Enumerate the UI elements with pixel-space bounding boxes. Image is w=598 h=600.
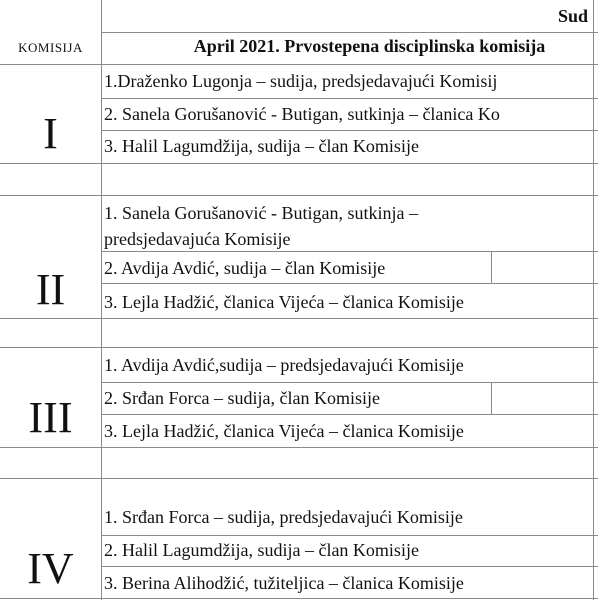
row-line <box>101 414 598 415</box>
row-line <box>0 64 598 65</box>
row-line <box>101 251 598 252</box>
member-row: 3. Lejla Hadžić, članica Vijeća – članica Komisije <box>104 421 464 441</box>
row-line <box>101 535 598 536</box>
row-line <box>0 318 598 319</box>
member-row: 2. Srđan Forca – sudija, član Komisije <box>104 388 380 408</box>
header-court-cut: Sud <box>558 6 589 26</box>
member-row: 3. Berina Alihodžić, tužiteljica – članica Komisije <box>104 573 464 593</box>
row-line <box>0 598 598 599</box>
header-komisija: KOMISIJA <box>18 40 83 55</box>
member-row-continued: predsjedavajuća Komisije <box>104 229 291 249</box>
row-line <box>101 566 598 567</box>
row-line <box>101 98 598 99</box>
row-line <box>101 283 598 284</box>
member-row: 1. Sanela Gorušanović - Butigan, sutkinja – <box>104 203 418 223</box>
member-row: 1.Draženko Lugonja – sudija, predsjedavajući Komisij <box>104 71 498 91</box>
row-line <box>0 195 598 196</box>
member-row: 2. Avdija Avdić, sudija – član Komisije <box>104 258 386 278</box>
row-line <box>0 447 598 448</box>
member-row: 1. Avdija Avdić,sudija – predsjedavajući Komisije <box>104 355 464 375</box>
member-row: 3. Halil Lagumdžija, sudija – član Komisije <box>104 136 419 156</box>
cell-divider <box>491 251 492 283</box>
row-line <box>101 130 598 131</box>
row-line <box>101 32 598 33</box>
member-row: 2. Sanela Gorušanović - Butigan, sutkinja – članica Ko <box>104 104 500 124</box>
row-line <box>101 382 598 383</box>
member-row: 2. Halil Lagumdžija, sudija – član Komisije <box>104 540 419 560</box>
row-line <box>0 478 598 479</box>
commission-numeral-i: I <box>43 109 58 158</box>
column-divider-right <box>593 0 594 600</box>
commission-numeral-iv: IV <box>27 544 74 593</box>
column-divider <box>101 0 102 600</box>
row-line <box>0 347 598 348</box>
commission-numeral-ii: II <box>35 265 66 314</box>
row-line <box>0 163 598 164</box>
member-row: 1. Srđan Forca – sudija, predsjedavajući Komisije <box>104 507 463 527</box>
commission-numeral-iii: III <box>28 393 73 442</box>
header-commission-title: April 2021. Prvostepena disciplinska komisija <box>193 36 546 56</box>
member-row: 3. Lejla Hadžić, članica Vijeća – članica Komisije <box>104 292 464 312</box>
cell-divider <box>491 382 492 414</box>
